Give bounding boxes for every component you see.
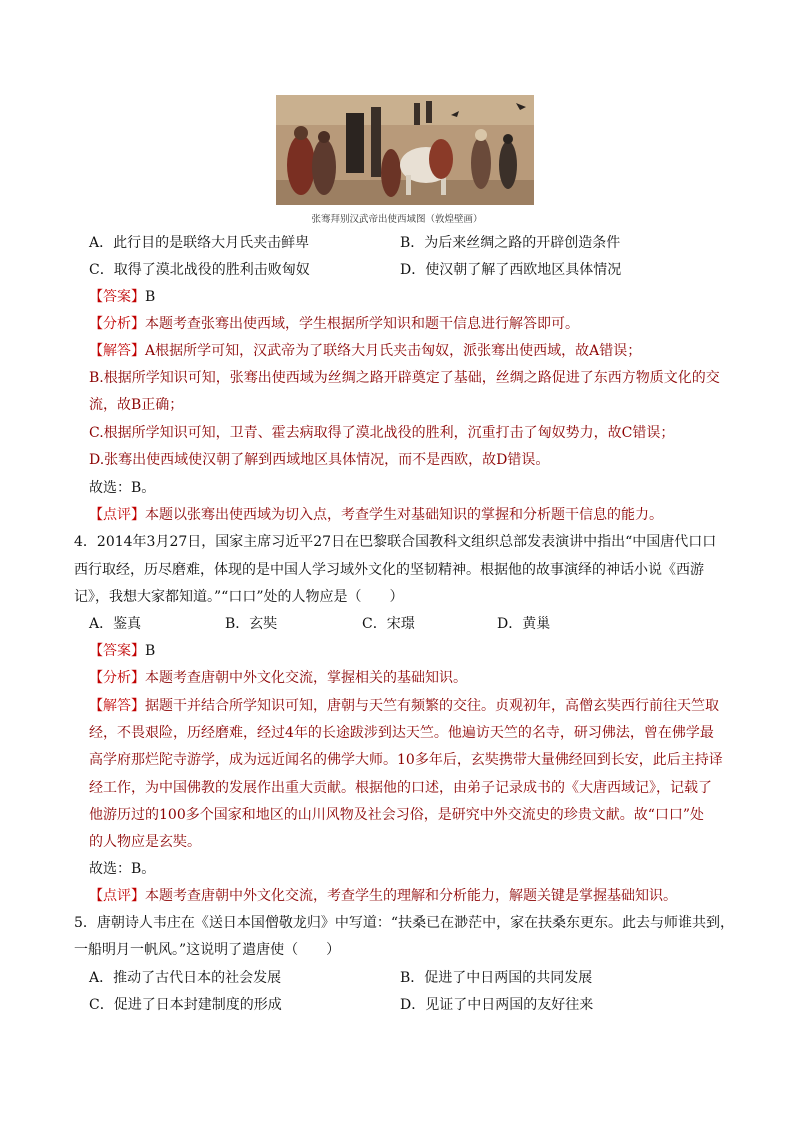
q5-option-b: B．促进了中日两国的共同发展: [400, 970, 593, 986]
q4-option-c: C．宋璟: [362, 616, 415, 632]
analysis-tag: 【分析】: [89, 316, 145, 332]
solution-tag: 【解答】: [89, 698, 145, 714]
analysis-tag: 【分析】: [89, 670, 145, 686]
solution-text: A根据所学可知，汉武帝为了联络大月氏夹击匈奴，派张骞出使西域，故A错误；: [145, 343, 642, 359]
q4-stem-line-1: 4．2014年3月27日，国家主席习近平27日在巴黎联合国教科文组织总部发表演讲中指出“中国唐代口口: [74, 534, 717, 550]
q3-option-d: D．使汉朝了解了西欧地区具体情况: [400, 262, 622, 278]
comment-tag: 【点评】: [89, 507, 145, 523]
q3-option-a: A．此行目的是联络大月氏夹击鲜卑: [89, 235, 310, 251]
comment-text: 本题考查唐朝中外文化交流，考查学生的理解和分析能力，解题关键是掌握基础知识。: [145, 888, 677, 904]
q4-analysis: [89, 669, 467, 687]
q3-solution-line-2: B.根据所学知识可知，张骞出使西域为丝绸之路开辟奠定了基础，丝绸之路促进了东西方物质文化的交: [89, 370, 720, 386]
mural-image: [276, 95, 534, 205]
q3-option-c: C．取得了漠北战役的胜利击败匈奴: [89, 262, 310, 278]
q3-analysis: [89, 315, 579, 333]
q3-choose: 故选：B。: [89, 480, 156, 496]
comment-tag: 【点评】: [89, 888, 145, 904]
q3-solution-line-4: C.根据所学知识可知，卫青、霍去病取得了漠北战役的胜利，沉重打击了匈奴势力，故C错误；: [89, 425, 675, 441]
figure-caption: 张骞拜别汉武帝出使西域图（敦煌壁画）: [311, 214, 483, 225]
q5-stem-line-1: 5．唐朝诗人韦庄在《送日本国僧敬龙归》中写道：“扶桑已在渺茫中，家在扶桑东更东。此去与师谁共到，: [74, 915, 735, 931]
q4-solution-line-2: 经，不畏艰险，历经磨难，经过4年的长途跋涉到达天竺。他遍访天竺的名寺，研习佛法，曾在佛学最: [89, 725, 714, 741]
q4-option-d: D．黄巢: [497, 616, 551, 632]
q4-choose: 故选：B。: [89, 861, 156, 877]
q3-comment: [89, 506, 663, 524]
q5-option-c: C．促进了日本封建制度的形成: [89, 997, 282, 1013]
q4-solution-line-5: 他游历过的100多个国家和地区的山川风物及社会习俗，是研究中外交流史的珍贵文献。故“口口”处: [89, 807, 705, 823]
q4-solution-line-3: 高学府那烂陀寺游学，成为远近闻名的佛学大师。10多年后，玄奘携带大量佛经回到长安，此后主持译: [89, 752, 723, 768]
q4-comment: [89, 887, 677, 905]
q4-option-a: A．鉴真: [89, 616, 142, 632]
q4-option-b: B．玄奘: [225, 616, 278, 632]
answer-tag: 【答案】: [89, 643, 145, 659]
q4-solution-line-6: 的人物应是玄奘。: [89, 834, 201, 850]
q4-solution-line-4: 经工作，为中国佛教的发展作出重大贡献。根据他的口述，由弟子记录成书的《大唐西域记》，记载了: [89, 780, 712, 796]
analysis-text: 本题考查唐朝中外文化交流，掌握相关的基础知识。: [145, 670, 467, 686]
answer-tag: 【答案】: [89, 289, 145, 305]
q5-stem-line-2: 一船明月一帆风。”这说明了遣唐使（ ）: [74, 942, 341, 958]
answer-value: B: [145, 289, 156, 305]
q4-answer: [89, 642, 155, 660]
q4-solution-line-1: [89, 697, 719, 715]
q5-option-a: A．推动了古代日本的社会发展: [89, 970, 282, 986]
solution-text: 据题干并结合所学知识可知，唐朝与天竺有频繁的交往。贞观初年，高僧玄奘西行前往天竺取: [145, 698, 719, 714]
analysis-text: 本题考查张骞出使西域，学生根据所学知识和题干信息进行解答即可。: [145, 316, 579, 332]
q3-solution-line-3: 流，故B正确；: [89, 397, 184, 413]
q3-answer: [89, 288, 155, 306]
q3-solution-line-1: [89, 342, 641, 360]
comment-text: 本题以张骞出使西域为切入点，考查学生对基础知识的掌握和分析题干信息的能力。: [145, 507, 663, 523]
solution-tag: 【解答】: [89, 343, 145, 359]
q5-option-d: D．见证了中日两国的友好往来: [400, 997, 594, 1013]
q4-stem-line-3: 记》，我想大家都知道。”“口口”处的人物应是（ ）: [74, 589, 404, 605]
q3-option-b: B．为后来丝绸之路的开辟创造条件: [400, 235, 621, 251]
q3-solution-line-5: D.张骞出使西域使汉朝了解到西域地区具体情况，而不是西欧，故D错误。: [89, 452, 550, 468]
q4-stem-line-2: 西行取经，历尽磨难，体现的是中国人学习域外文化的坚韧精神。根据他的故事演绎的神话小说《西游: [74, 562, 704, 578]
answer-value: B: [145, 643, 156, 659]
